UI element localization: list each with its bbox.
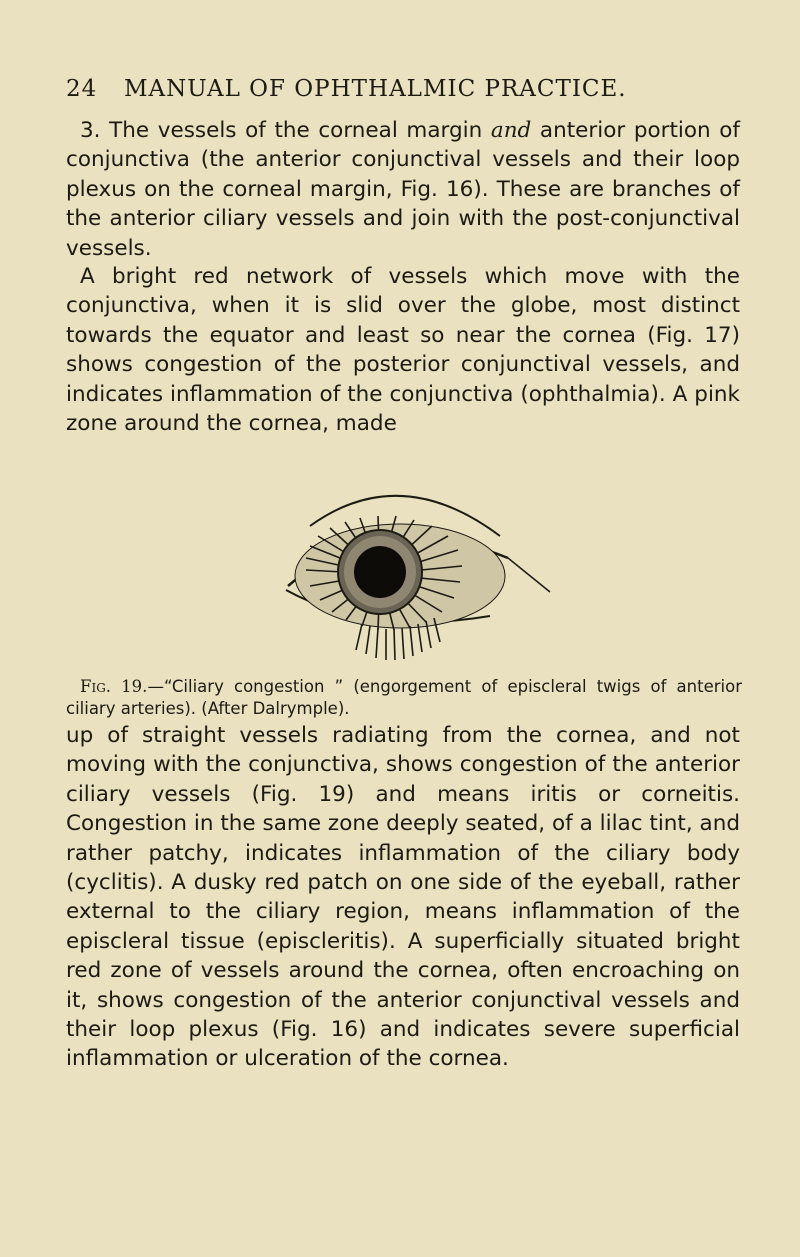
paragraph-corneal-margin-vessels (66, 116, 740, 263)
eye-illustration (250, 466, 570, 668)
running-header (66, 76, 746, 102)
paragraph-ciliary-congestion: up of straight vessels radiating from the cornea, and not moving with the conjunctiva, shows congestion of the anterior ciliary vessels (Fig. 19) and means iritis or corneitis. Congestion in the same zone deeply seated, of a lilac tint, and rather patchy, indicates inflammation of the ciliary body (cyclitis). A dusky red patch on one side of the eyeball, rather external to the ciliary region, means inflammation of the episcleral tissue (episcleritis). A superficially situated bright red zone of vessels around the cornea, often encroaching on it, shows congestion of the anterior conjunctival vessels and their loop plexus (Fig. 16) and indicates severe superficial inflammation or ulceration of the cornea. (66, 723, 740, 1072)
figure-caption-text: —“Ciliary congestion ” (engorgement of episcleral twigs of anterior ciliary arteries). (After Dalrymple). (66, 677, 742, 718)
p1-italic-word: and (490, 118, 532, 143)
ciliary-congestion-eye-engraving (250, 466, 570, 668)
p1-text-start: 3. The vessels of the corneal margin (80, 118, 491, 143)
running-title: MANUAL OF OPHTHALMIC PRACTICE. (124, 76, 627, 102)
page-number: 24 (66, 76, 98, 102)
paragraph-conjunctival-network: A bright red network of vessels which move with the conjunctiva, when it is slid over the globe, most distinct towards the equator and least so near the cornea (Fig. 17) shows congestion of the posterior conjunctival vessels, and indicates inflammation of the conjunctiva (ophthalmia). A pink zone around the cornea, made (66, 264, 740, 437)
figure-label: Fig. 19. (80, 677, 148, 696)
p1-text-end: anterior portion of conjunctiva (the anterior conjunctival vessels and their loop plexus on the corneal margin, Fig. 16). These are branches of the anterior ciliary vessels and join with the post-conjunctival vessels. (66, 118, 740, 261)
figure-caption (66, 676, 742, 720)
